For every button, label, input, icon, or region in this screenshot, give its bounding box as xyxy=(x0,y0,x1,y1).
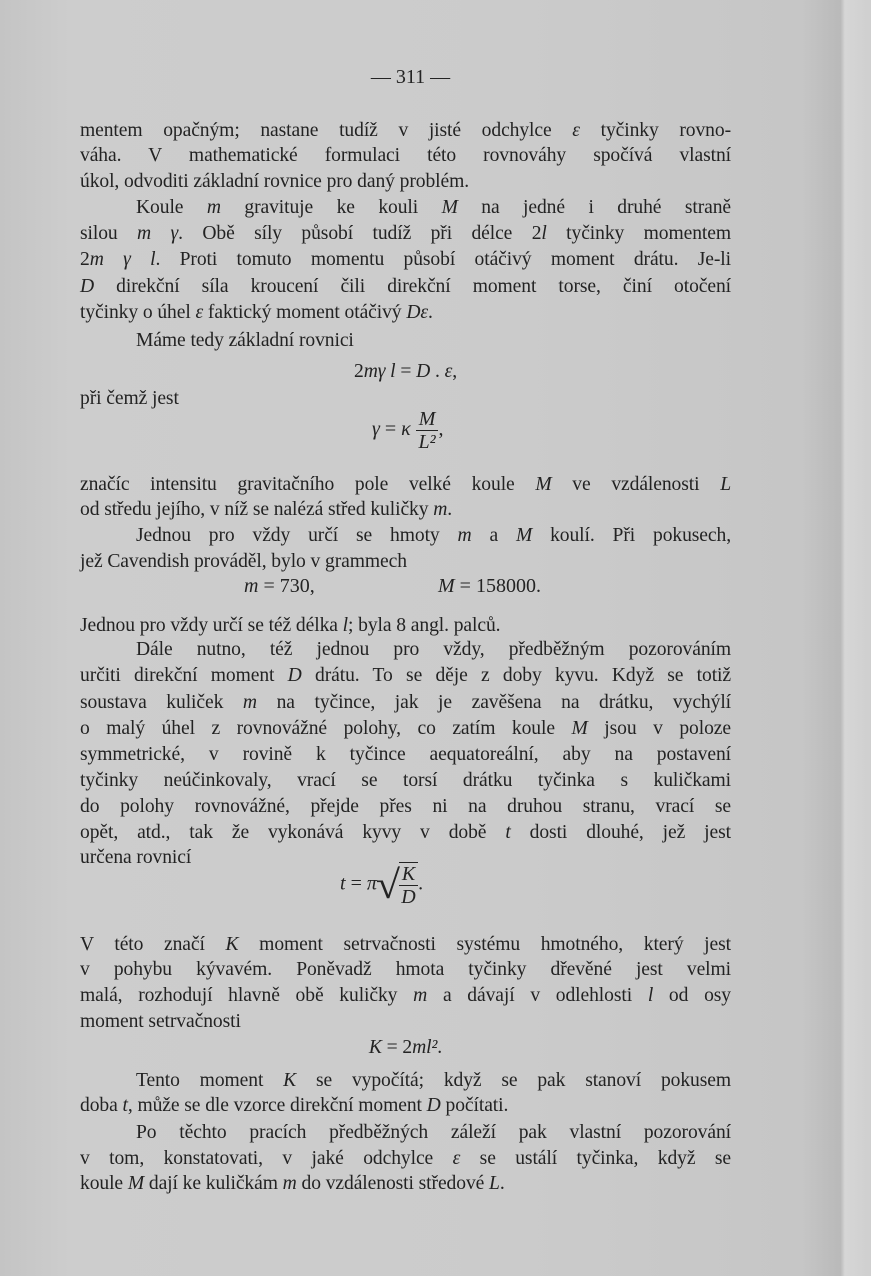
text-line xyxy=(80,274,731,300)
text-segment: koule xyxy=(80,1173,128,1194)
text-segment: opět, atd., tak že vykonává kyvy v době xyxy=(80,822,506,843)
math-variable: ε xyxy=(444,361,453,382)
text-segment: od středu jejího, v níž se nalézá střed kuličky xyxy=(80,499,434,520)
page-number: — 311 — xyxy=(370,66,451,88)
text-segment: jež Cavendish prováděl, bylo v grammech xyxy=(80,551,407,572)
math-variable: l xyxy=(541,223,547,244)
denominator: L² xyxy=(418,431,436,453)
text-line xyxy=(80,497,731,523)
text-segment: Koule xyxy=(136,197,207,218)
text-segment: koulí. Při pokusech, xyxy=(532,525,731,546)
formula-gravity-intensity xyxy=(372,408,443,453)
text-line xyxy=(80,768,731,794)
math-variable: M xyxy=(571,718,588,739)
text-segment: direkční síla kroucení čili direkční moment torse, činí otočení xyxy=(94,276,731,297)
text-line xyxy=(80,932,731,958)
math-variable: D xyxy=(426,1095,441,1116)
text-segment: faktický moment otáčivý xyxy=(203,302,407,323)
text-segment: se ustálí tyčinka, když se xyxy=(460,1148,732,1169)
text-line xyxy=(80,1093,731,1119)
text-segment: úkol, odvoditi základní rovnice pro daný problém. xyxy=(80,171,470,192)
text-line xyxy=(80,820,731,846)
text-segment: o malý úhel z rovnovážné polohy, co zatím koule xyxy=(80,718,572,739)
text-segment: se vypočítá; když se pak stanoví pokusem xyxy=(296,1070,731,1091)
math-operator: = xyxy=(379,418,402,441)
text-segment: tyčinky o úhel xyxy=(80,302,196,323)
text-segment: . xyxy=(447,499,453,520)
text-line xyxy=(80,794,731,820)
text-line xyxy=(80,637,731,663)
text-line xyxy=(80,221,731,247)
math-variable: t xyxy=(505,822,511,843)
text-segment: mentem opačným; nastane tudíž v jisté odchylce xyxy=(80,120,573,141)
formula-m-value xyxy=(244,575,315,598)
math-variable: mγ l xyxy=(363,361,396,382)
square-root-icon: √ xyxy=(375,862,400,907)
text-segment: při čemž jest xyxy=(80,388,179,409)
text-segment: od osy xyxy=(653,985,731,1006)
math-variable: M xyxy=(515,525,533,546)
text-segment: váha. V mathematické formulaci této rovnováhy spočívá vlastní xyxy=(80,145,731,166)
math-variable: m γ xyxy=(137,223,179,244)
text-segment: Jednou pro vždy určí se hmoty xyxy=(136,525,458,546)
math-value: = 158000. xyxy=(454,575,541,597)
math-variable: m xyxy=(242,692,257,713)
text-segment: a xyxy=(471,525,516,546)
text-segment: . xyxy=(427,302,433,323)
text-line xyxy=(80,523,731,549)
text-segment: na tyčince, jak je zavěšena na drátku, vychýlí xyxy=(256,692,732,713)
punctuation: . xyxy=(418,872,424,895)
text-segment: počítati. xyxy=(440,1095,509,1116)
text-segment: v tom, konstatovati, v jaké odchylce xyxy=(80,1148,453,1169)
text-segment: 2 xyxy=(80,249,90,270)
text-segment: moment setrvačnosti xyxy=(80,1011,241,1032)
math-variable: K xyxy=(368,1037,382,1058)
math-variable: κ xyxy=(401,418,411,441)
math-variable: γ xyxy=(372,418,380,441)
text-line xyxy=(80,1009,731,1035)
text-segment: . xyxy=(499,1173,505,1194)
text-line xyxy=(80,742,731,768)
text-segment: . xyxy=(437,1037,443,1058)
math-variable: t xyxy=(122,1095,128,1116)
text-segment: značíc intensitu gravitačního pole velké koule xyxy=(80,474,536,495)
text-segment: Po těchto pracích předběžných záleží pak vlastní pozorování xyxy=(136,1122,731,1143)
text-segment: ; byla 8 angl. palců. xyxy=(348,615,501,636)
text-segment: moment setrvačnosti systému hmotného, který jest xyxy=(238,934,731,955)
text-line xyxy=(80,983,731,1009)
text-segment: malá, rozhodují hlavně obě kuličky xyxy=(80,985,414,1006)
text-segment: ve vzdálenosti xyxy=(551,474,721,495)
text-segment: 2 xyxy=(354,361,364,382)
math-variable: l xyxy=(647,985,654,1006)
math-variable: K xyxy=(225,934,239,955)
math-variable: t xyxy=(340,872,346,895)
math-variable: m xyxy=(206,197,221,218)
math-variable: ε xyxy=(195,302,204,323)
text-line xyxy=(80,549,731,575)
text-line xyxy=(80,300,731,326)
math-variable: M xyxy=(438,575,455,597)
formula-M-value xyxy=(438,575,541,598)
denominator: D xyxy=(401,886,416,908)
text-line xyxy=(80,716,731,742)
text-line xyxy=(80,1171,731,1197)
text-segment: na jedné i druhé straně xyxy=(457,197,732,218)
math-variable: M xyxy=(441,197,458,218)
math-variable: D xyxy=(416,361,431,382)
math-variable: D xyxy=(287,665,302,686)
math-variable: K xyxy=(283,1070,297,1091)
text-line xyxy=(80,1146,731,1172)
text-segment: tyčinky neúčinkovaly, vrací se torsí drátku tyčinka s kuličkami xyxy=(80,770,731,791)
math-variable: Dε xyxy=(406,302,428,323)
math-variable: ε xyxy=(452,1148,461,1169)
math-variable: m xyxy=(244,575,259,597)
text-segment: = xyxy=(395,361,417,382)
math-variable: M xyxy=(535,474,552,495)
text-line xyxy=(80,143,731,169)
text-segment: tyčinky momentem xyxy=(546,223,731,244)
math-variable: D xyxy=(80,276,95,297)
text-segment: v pohybu kývavém. Poněvadž hmota tyčinky dřevěné jest velmi xyxy=(80,959,731,980)
text-segment: jsou v poloze xyxy=(587,718,731,739)
math-value: = 730, xyxy=(258,575,315,597)
text-segment: silou xyxy=(80,223,138,244)
text-line xyxy=(80,169,731,195)
fraction xyxy=(416,408,439,453)
math-operator: = xyxy=(345,872,367,895)
text-segment: Dále nutno, též jednou pro vždy, předběžným pozorováním xyxy=(136,639,731,660)
text-line xyxy=(80,118,731,144)
text-segment: . Obě síly působí tudíž při délce 2 xyxy=(178,223,542,244)
text-line xyxy=(80,1035,731,1061)
formula-period xyxy=(340,862,423,908)
text-line xyxy=(80,195,731,221)
math-variable: ε xyxy=(572,120,580,141)
text-segment: Jednou pro vždy určí se též délka xyxy=(80,615,343,636)
text-line xyxy=(80,1120,731,1146)
text-segment: , xyxy=(452,361,457,382)
math-variable: m xyxy=(282,1173,297,1194)
math-variable: l xyxy=(342,615,349,636)
text-segment: tyčinky rovno- xyxy=(579,120,732,141)
math-variable: m xyxy=(413,985,428,1006)
math-variable: ml² xyxy=(412,1037,438,1058)
text-segment: dosti dlouhé, jež jest xyxy=(510,822,731,843)
text-segment: V této značí xyxy=(80,934,226,955)
math-variable: M xyxy=(127,1173,145,1194)
punctuation: , xyxy=(438,418,444,441)
text-segment: soustava kuliček xyxy=(80,692,243,713)
text-line xyxy=(80,328,731,354)
text-line xyxy=(80,957,731,983)
text-segment: , může se dle vzorce direkční moment xyxy=(127,1095,427,1116)
text-line xyxy=(80,1068,731,1094)
text-segment: gravituje ke kouli xyxy=(220,197,442,218)
text-segment: určiti direkční moment xyxy=(80,665,288,686)
math-variable: m γ l xyxy=(89,249,156,270)
text-segment: . Proti tomuto momentu působí otáčivý moment drátu. Je-li xyxy=(155,249,731,270)
text-line xyxy=(80,663,731,689)
fraction xyxy=(399,862,418,908)
text-segment: = 2 xyxy=(381,1037,413,1058)
math-variable: m xyxy=(433,499,448,520)
text-segment: . xyxy=(430,361,445,382)
text-segment: Máme tedy základní rovnici xyxy=(136,330,354,351)
text-segment: do polohy rovnovážné, přejde přes ni na druhou stranu, vrací se xyxy=(80,796,731,817)
text-segment: do vzdálenosti středové xyxy=(296,1173,490,1194)
text-line xyxy=(80,613,731,639)
text-segment: drátu. To se děje z doby kyvu. Když se totiž xyxy=(301,665,731,686)
numerator: K xyxy=(399,863,418,886)
text-segment: Tento moment xyxy=(136,1070,284,1091)
math-variable: L xyxy=(720,474,731,495)
text-segment: symmetrické, v rovině k tyčince aequatoreální, aby na postavení xyxy=(80,744,731,765)
numerator: M xyxy=(416,408,439,431)
text-segment: a dávají v odlehlosti xyxy=(427,985,648,1006)
math-variable: π xyxy=(366,872,377,895)
text-segment: dají ke kuličkám xyxy=(144,1173,283,1194)
text-line xyxy=(80,690,731,716)
text-line xyxy=(80,247,731,273)
text-line xyxy=(80,359,731,385)
text-segment: doba xyxy=(80,1095,123,1116)
text-line xyxy=(80,472,731,498)
text-segment: určena rovnicí xyxy=(80,847,192,868)
math-variable: m xyxy=(457,525,472,546)
math-variable: L xyxy=(489,1173,500,1194)
